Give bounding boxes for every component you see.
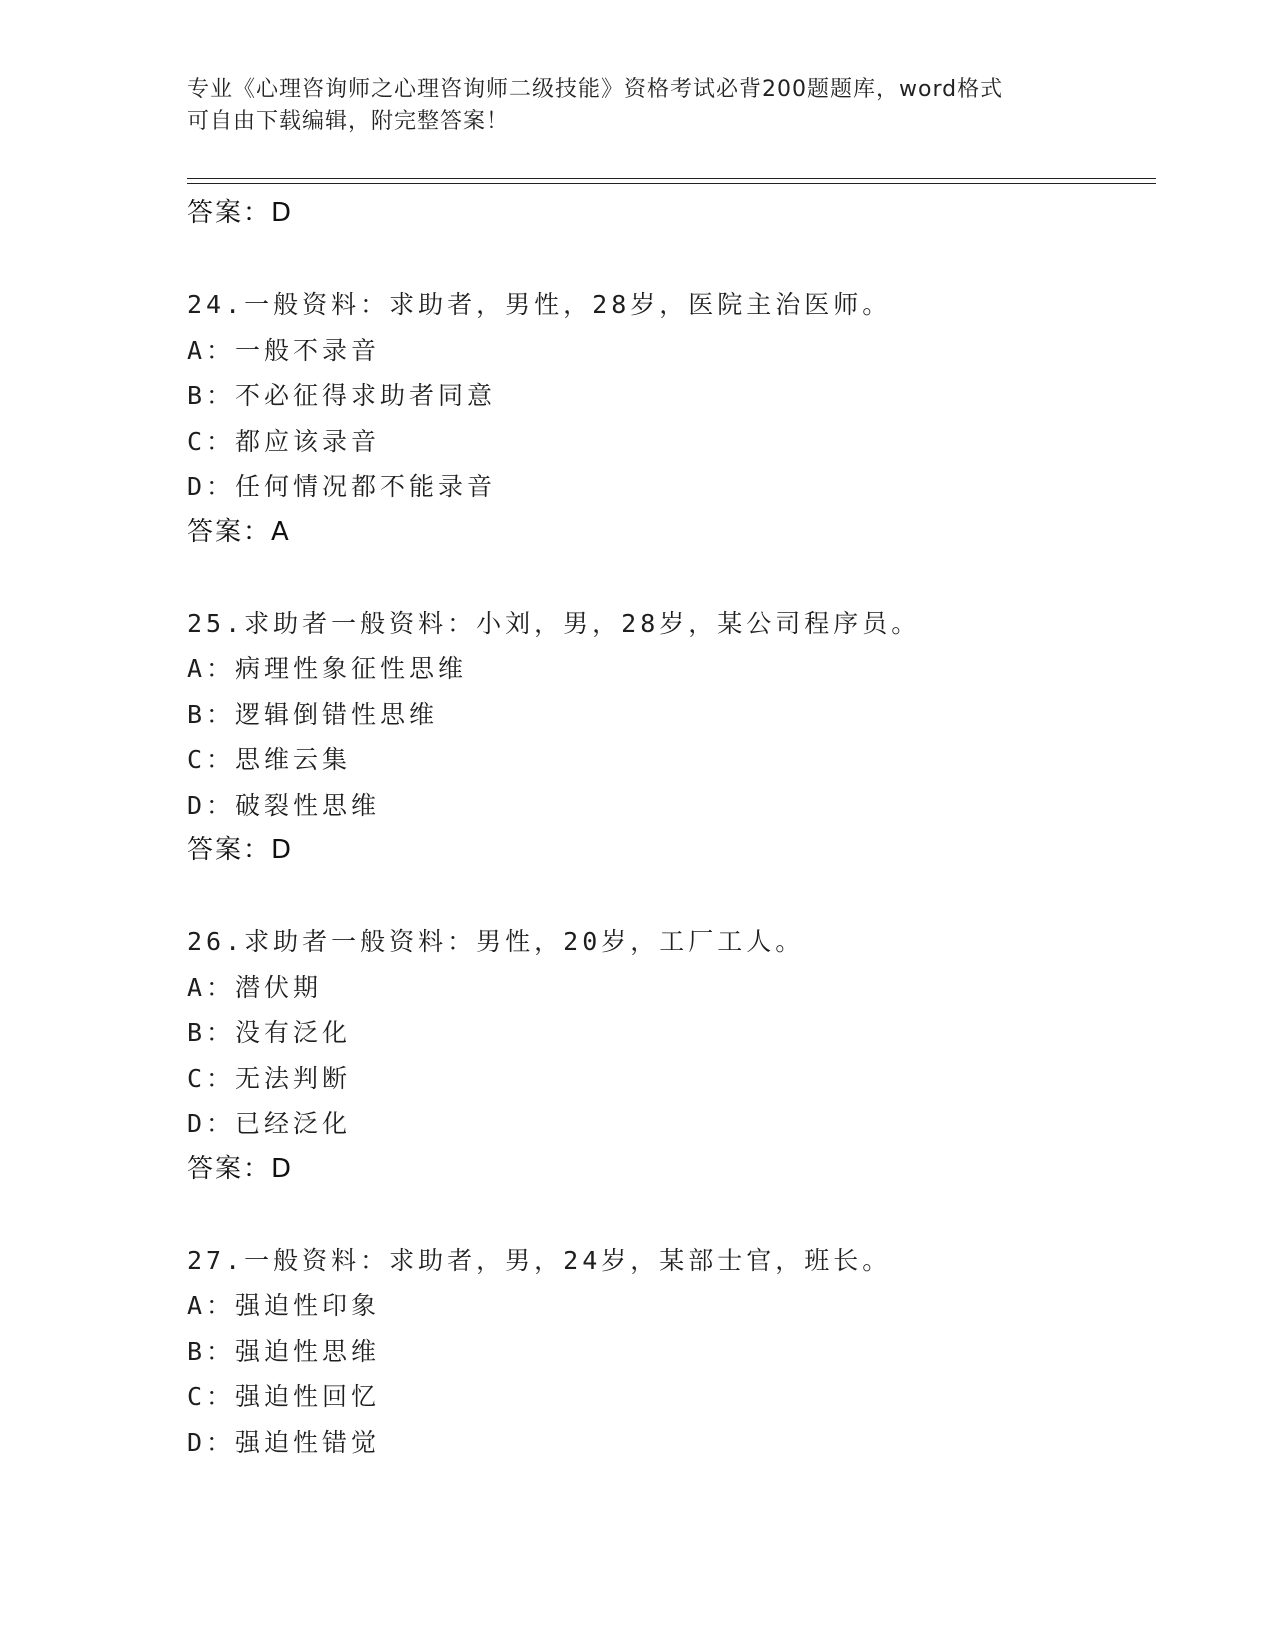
- question-stem: 27.一般资料：求助者，男，24岁，某部士官，班长。: [187, 1245, 892, 1275]
- question-stem: 25.求助者一般资料：小刘，男，28岁，某公司程序员。: [187, 608, 921, 638]
- spacer: [187, 874, 1147, 920]
- question-stem: 24.一般资料：求助者，男性，28岁，医院主治医师。: [187, 290, 892, 319]
- spacer: [187, 555, 1147, 601]
- option-d: D：强迫性错觉: [187, 1427, 381, 1457]
- question-27: [187, 1238, 1147, 1466]
- option-c: C：强迫性回忆: [187, 1382, 381, 1411]
- spacer: [187, 1192, 1147, 1238]
- option-a: A：一般不录音: [187, 335, 381, 365]
- option-c: C：思维云集: [187, 745, 352, 774]
- answer-label: 答案：D: [187, 1153, 294, 1184]
- spacer: [187, 237, 1147, 283]
- option-b: B：逻辑倒错性思维: [187, 699, 439, 729]
- option-d: D：任何情况都不能录音: [187, 472, 497, 501]
- answer-label: 答案：D: [187, 835, 294, 865]
- question-26: [187, 919, 1147, 1192]
- question-24: [187, 282, 1147, 555]
- option-c: C：无法判断: [187, 1063, 352, 1093]
- answer-label: 答案：D: [187, 198, 294, 228]
- option-c: C：都应该录音: [187, 426, 381, 456]
- option-a: A：强迫性印象: [187, 1291, 381, 1320]
- header-line-2: 可自由下载编辑，附完整答案！: [187, 109, 510, 134]
- header-line-1: 专业《心理咨询师之心理咨询师二级技能》资格考试必背200题题库，word格式: [187, 77, 1004, 102]
- document-header: [187, 74, 1067, 138]
- option-d: D：破裂性思维: [187, 790, 381, 820]
- question-25: [187, 601, 1147, 874]
- option-a: A：潜伏期: [187, 972, 323, 1002]
- option-a: A：病理性象征性思维: [187, 654, 468, 683]
- header-divider-top: [187, 178, 1156, 179]
- question-list: [187, 191, 1147, 1465]
- option-d: D：已经泛化: [187, 1109, 352, 1138]
- option-b: B：没有泛化: [187, 1018, 352, 1047]
- option-b: B：强迫性思维: [187, 1336, 381, 1366]
- question-stem: 26.求助者一般资料：男性，20岁，工厂工人。: [187, 927, 805, 956]
- header-divider-bottom: [187, 183, 1156, 184]
- option-b: B：不必征得求助者同意: [187, 381, 497, 410]
- answer-label: 答案：A: [187, 516, 291, 547]
